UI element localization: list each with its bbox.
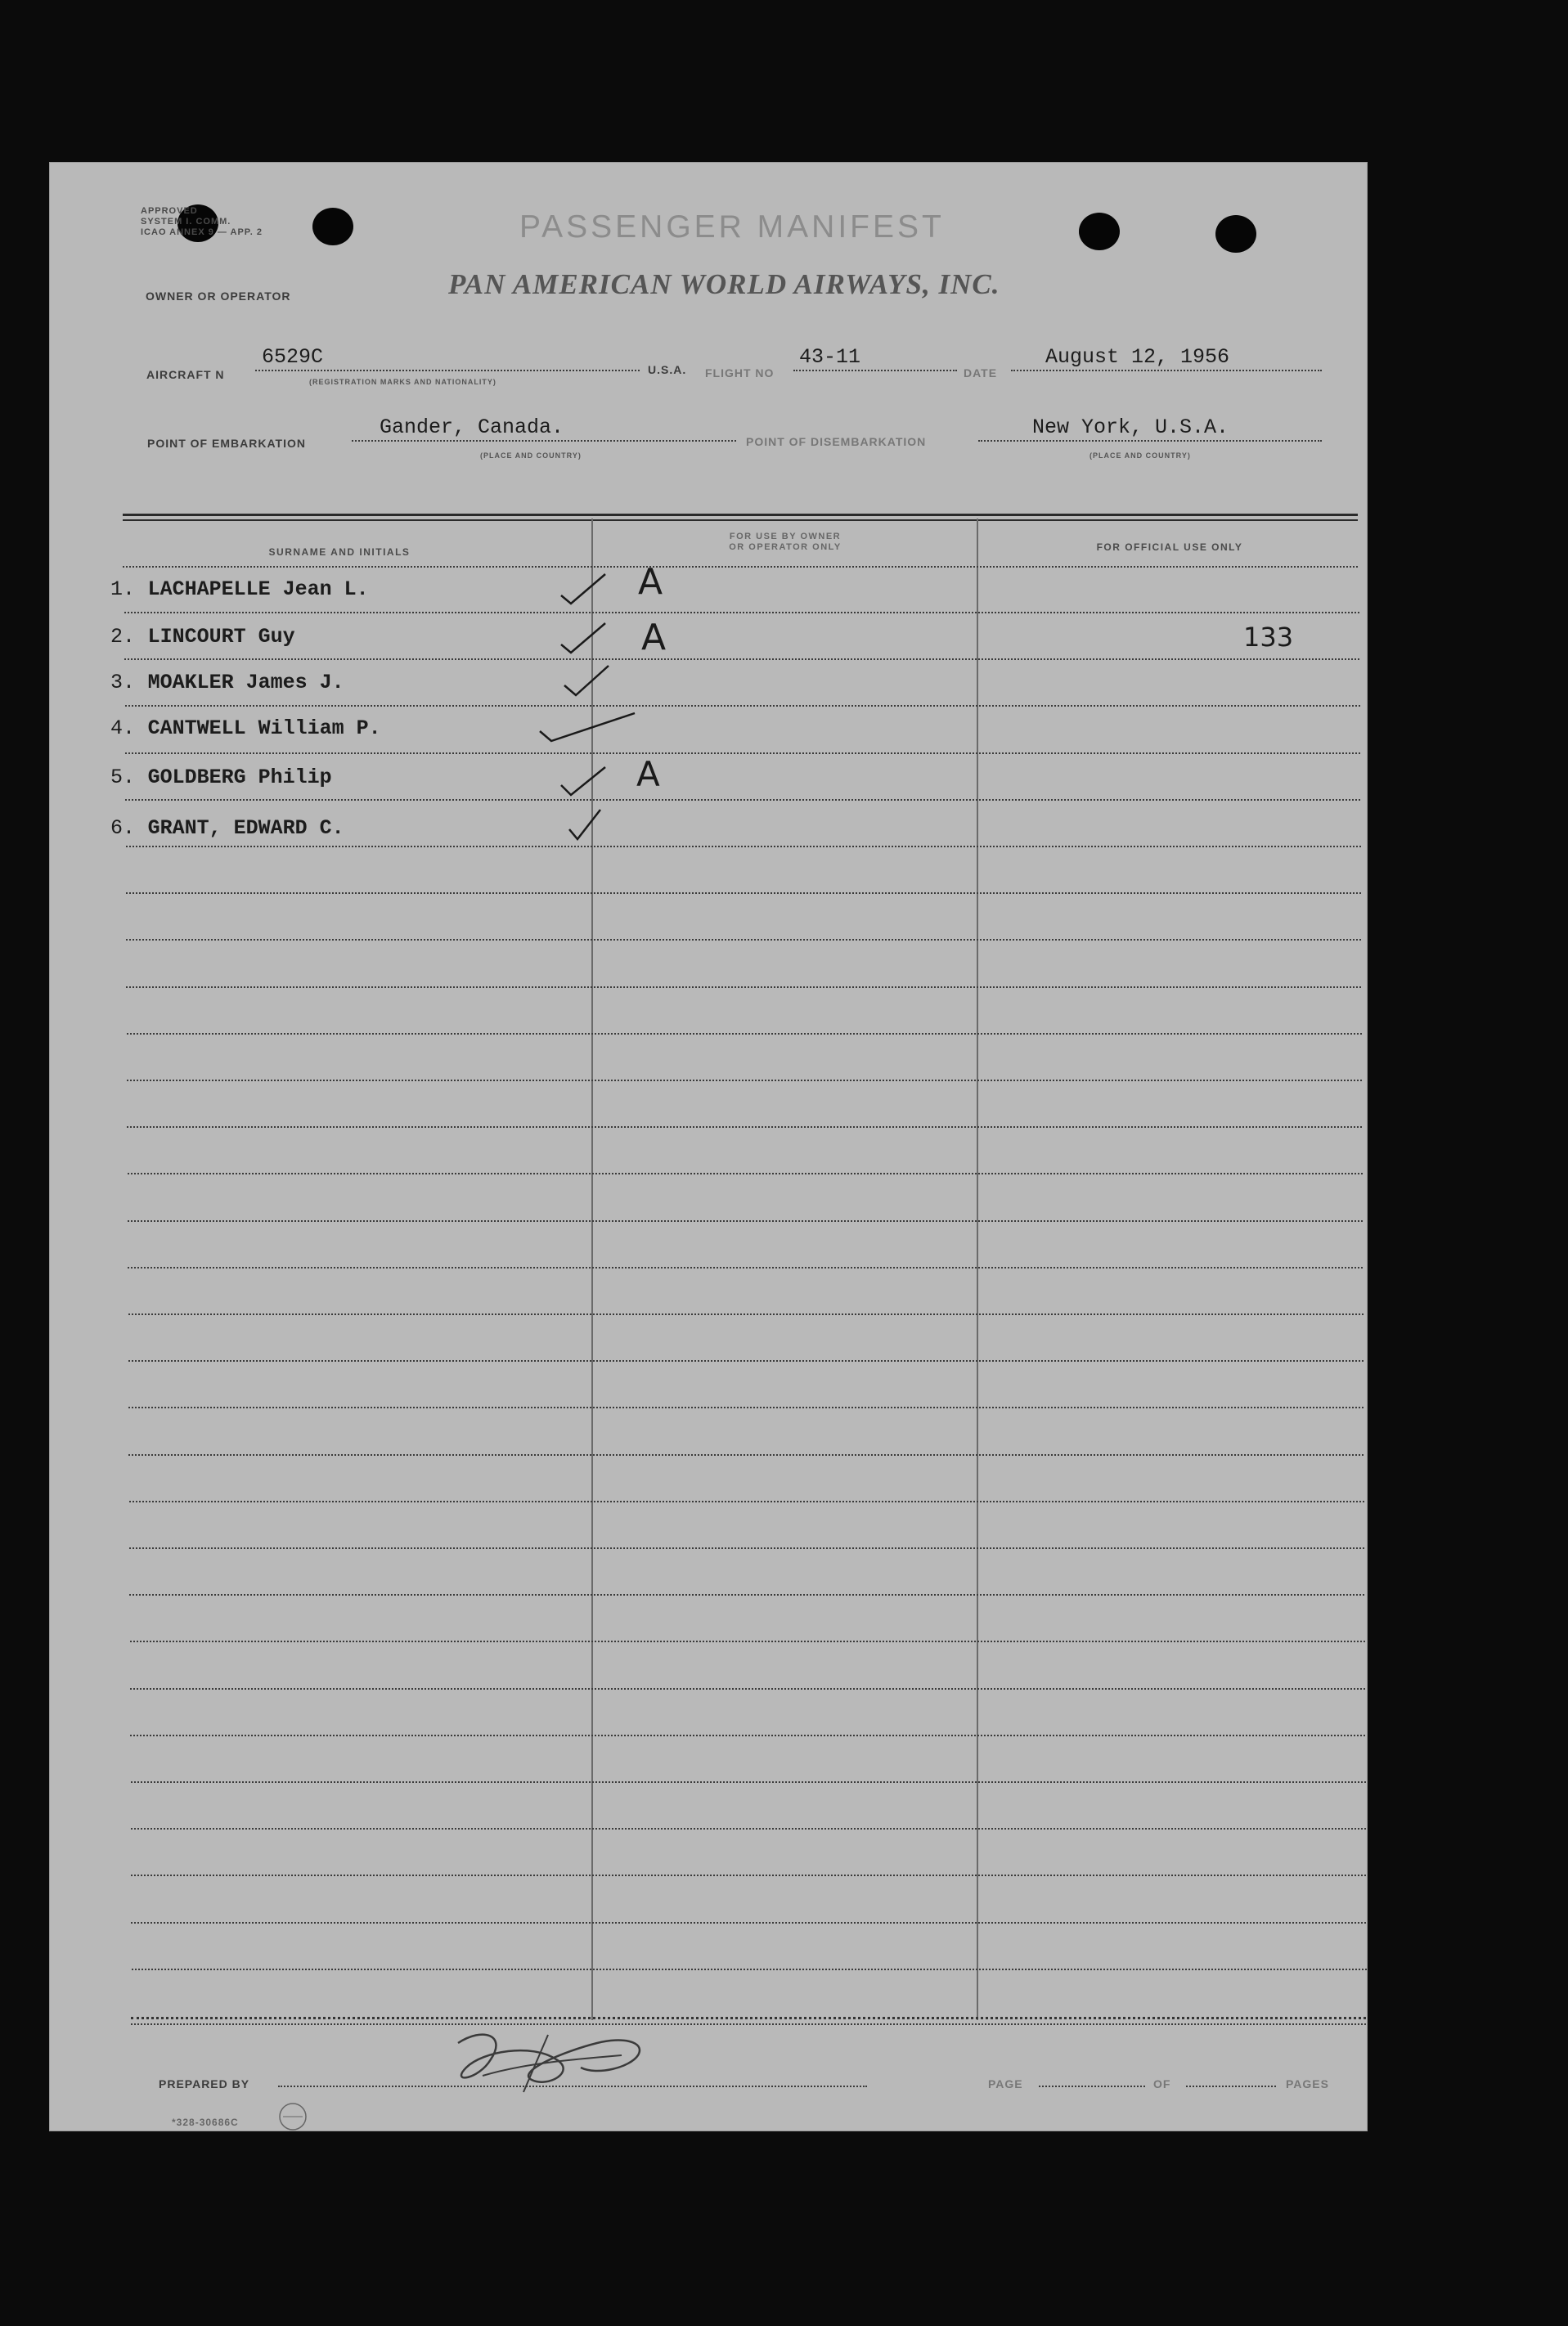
flight-value: 43-11 (799, 345, 861, 369)
disembark-underline (978, 440, 1322, 442)
aircraft-underline (255, 370, 640, 371)
aircraft-value: 6529C (262, 345, 324, 369)
row-rule (125, 705, 1360, 707)
table-top-rule (123, 514, 1358, 516)
disembark-label: POINT OF DISEMBARKATION (746, 435, 927, 448)
row-rule (124, 612, 1359, 613)
row-rule (128, 1360, 1364, 1362)
row-rule (125, 752, 1360, 754)
official-value: 133 (1243, 622, 1294, 653)
date-label: DATE (964, 366, 998, 379)
row-rule (131, 1875, 1366, 1876)
passenger-name: GRANT, EDWARD C. (147, 816, 344, 840)
prepared-underline (278, 2086, 867, 2087)
date-underline (1011, 370, 1322, 371)
row-rule (130, 1641, 1365, 1642)
check-mark-icon (568, 808, 615, 841)
table-bottom-rule (131, 2017, 1366, 2019)
owner-mark: A (638, 561, 663, 603)
row-rule (130, 1688, 1365, 1690)
row-rule (125, 799, 1360, 801)
disembark-sub: (PLACE AND COUNTRY) (1090, 451, 1191, 460)
passenger-name: GOLDBERG Philip (147, 766, 332, 789)
embark-label: POINT OF EMBARKATION (147, 437, 306, 450)
row-rule (129, 1501, 1364, 1502)
embark-underline (352, 440, 736, 442)
country-label: U.S.A. (648, 363, 687, 376)
table-bottom-rule (131, 2023, 1366, 2025)
row-rule (128, 1454, 1364, 1456)
passenger-name: LINCOURT Guy (147, 625, 295, 649)
row-rule (127, 1033, 1362, 1035)
row-rule (129, 1547, 1364, 1549)
signature-icon (434, 2018, 663, 2100)
check-mark-icon (538, 712, 636, 744)
row-number: 5. (110, 766, 136, 789)
list-item (110, 816, 344, 840)
row-number: 2. (110, 625, 136, 649)
list-item (110, 716, 381, 740)
passenger-name: MOAKLER James J. (147, 671, 344, 694)
column-header-surname: SURNAME AND INITIALS (268, 546, 411, 558)
embark-sub: (PLACE AND COUNTRY) (480, 451, 582, 460)
row-rule (131, 1828, 1366, 1830)
row-rule (127, 1080, 1362, 1081)
row-rule (126, 846, 1361, 847)
union-label-icon (276, 2100, 309, 2133)
row-number: 3. (110, 671, 136, 694)
of-label: OF (1153, 2077, 1171, 2090)
header-rule (123, 566, 1358, 568)
page-underline (1039, 2086, 1145, 2087)
check-mark-icon (563, 664, 610, 697)
punch-hole (1079, 213, 1120, 250)
owner-value: PAN AMERICAN WORLD AIRWAYS, INC. (448, 268, 1000, 300)
approval-text: APPROVED SYSTEM I. COMM. ICAO ANNEX 9 — APP. 2 (141, 206, 263, 237)
list-item (110, 766, 332, 789)
row-rule (126, 939, 1361, 941)
row-rule (126, 892, 1361, 894)
list-item (110, 671, 344, 694)
page-title: PASSENGER MANIFEST (519, 209, 945, 245)
aircraft-label: AIRCRAFT N (146, 368, 225, 381)
list-item (110, 625, 295, 649)
embark-value: Gander, Canada. (380, 415, 564, 439)
row-rule (128, 1173, 1363, 1174)
row-rule (128, 1313, 1364, 1315)
column-header-official: FOR OFFICIAL USE ONLY (1096, 541, 1243, 553)
row-rule (127, 1126, 1362, 1128)
of-underline (1186, 2086, 1276, 2087)
pages-label: PAGES (1286, 2077, 1329, 2090)
check-mark-icon (559, 764, 607, 797)
punch-hole (1215, 215, 1256, 253)
row-number: 1. (110, 577, 136, 601)
row-rule (128, 1407, 1364, 1408)
row-rule (128, 1220, 1363, 1222)
row-rule (129, 1594, 1364, 1596)
flight-underline (793, 370, 957, 371)
check-mark-icon (559, 573, 607, 605)
manifest-sheet (49, 162, 1368, 2131)
form-number: *328-30686C (172, 2117, 239, 2128)
table-top-rule (123, 519, 1358, 521)
list-item (110, 577, 369, 601)
owner-mark: A (641, 617, 667, 658)
check-mark-icon (559, 622, 607, 654)
owner-mark: A (636, 754, 660, 794)
column-header-owner: FOR USE BY OWNER OR OPERATOR ONLY (729, 532, 842, 552)
row-rule (131, 1781, 1366, 1783)
disembark-value: New York, U.S.A. (1032, 415, 1229, 439)
aircraft-sub: (REGISTRATION MARKS AND NATIONALITY) (309, 378, 496, 386)
row-rule (126, 986, 1361, 988)
date-value: August 12, 1956 (1045, 345, 1230, 369)
row-rule (124, 658, 1359, 660)
row-rule (132, 1969, 1367, 1970)
page-label: PAGE (988, 2077, 1023, 2090)
row-number: 6. (110, 816, 136, 840)
flight-label: FLIGHT NO (705, 366, 775, 379)
passenger-name: CANTWELL William P. (147, 716, 381, 740)
owner-label: OWNER OR OPERATOR (146, 290, 291, 303)
column-divider (977, 519, 978, 2020)
prepared-by-label: PREPARED BY (159, 2077, 250, 2090)
row-number: 4. (110, 716, 136, 740)
punch-hole (312, 208, 353, 245)
row-rule (131, 1922, 1366, 1924)
row-rule (130, 1735, 1365, 1736)
row-rule (128, 1267, 1363, 1269)
passenger-name: LACHAPELLE Jean L. (147, 577, 369, 601)
